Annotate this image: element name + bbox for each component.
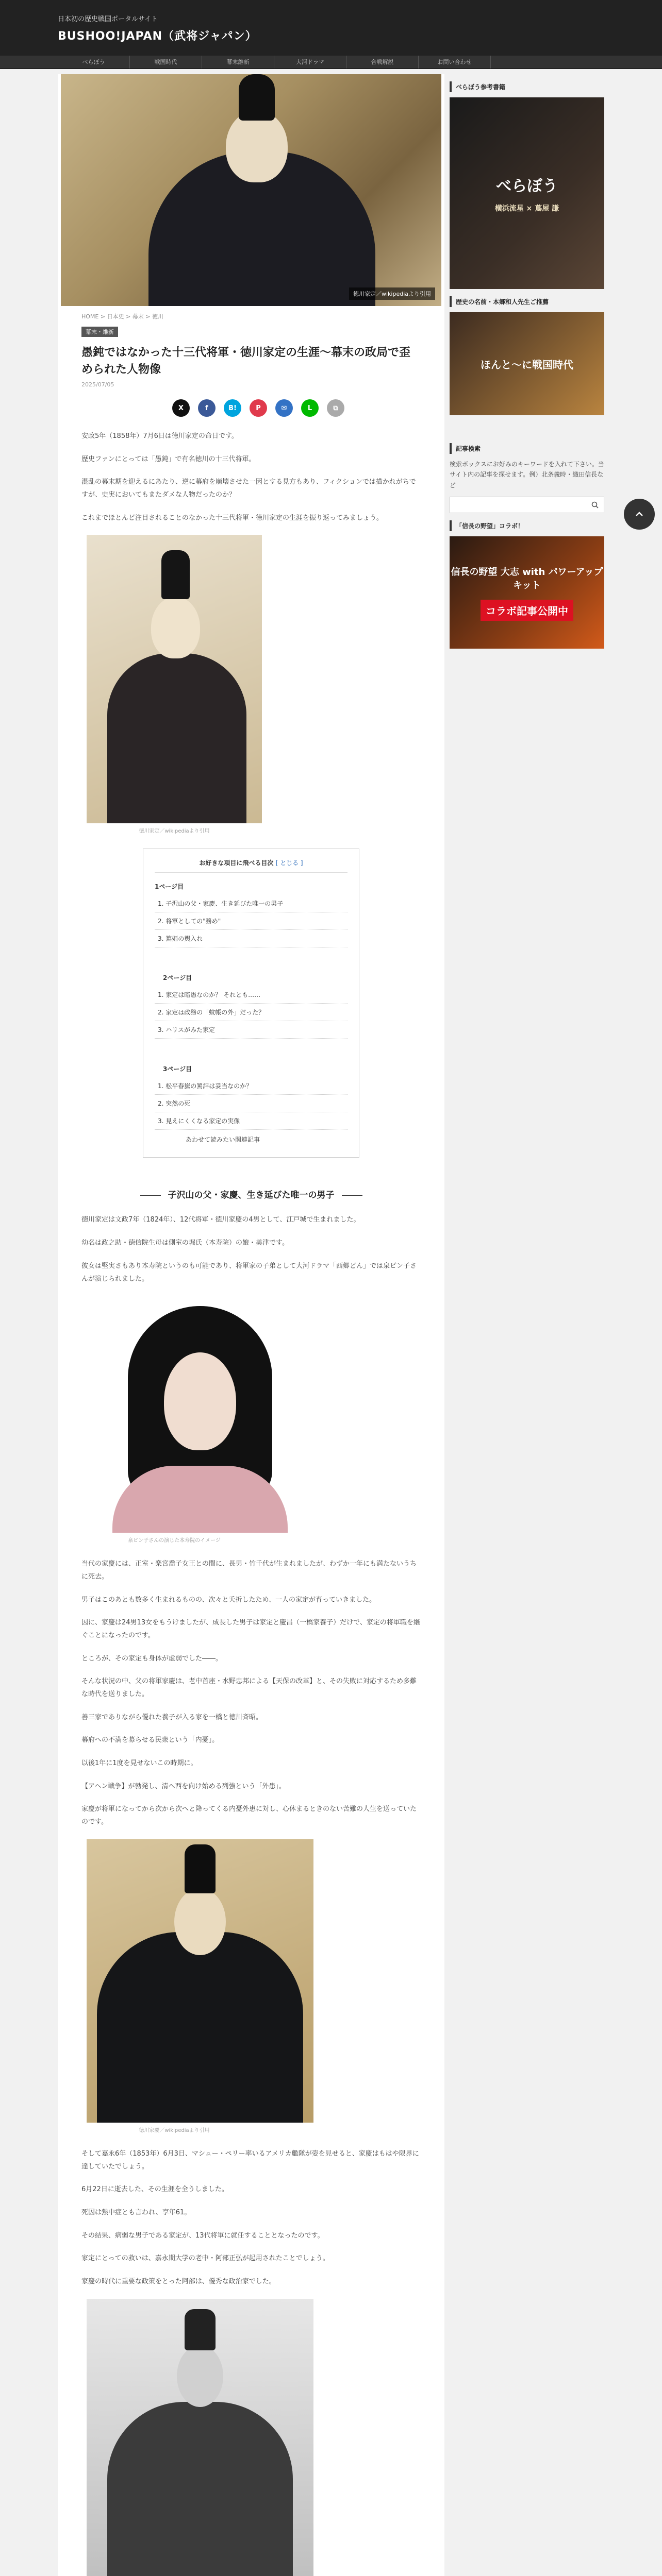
nav-item[interactable]: お問い合わせ [419,56,491,69]
widget-title: 記事検索 [450,443,604,454]
copy-link-button[interactable]: ⧉ [327,399,344,417]
paragraph: 6月22日に逝去した、その生涯を全うしました。 [81,2185,228,2194]
nav-item[interactable]: 合戦解説 [346,56,419,69]
toc-page-label[interactable]: 2ページ目 [163,974,192,982]
paragraph: そんな状況の中、父の将軍家慶は、老中首座・水野忠邦による【天保の改革】と、その失敗に対応するため多難な時代を送りました。 [81,1677,417,1698]
paragraph: これまでほとんど注目されることのなかった十三代将軍・徳川家定の生涯を振り返ってみましょう。 [81,514,384,522]
share-pocket-button[interactable]: P [250,399,267,417]
toc-header: お好きな項目に飛べる目次 [ とじる ] [155,858,347,873]
toc-item[interactable]: 2. 将軍としての"務め" [155,912,347,930]
paragraph: 家定にとっての救いは、嘉永期大学の老中・阿部正弘が起用されたことでしょう。 [81,2255,329,2263]
toc-item[interactable]: 1. 松平春嶽の罵評は妥当なのか？ [155,1077,347,1095]
toc-related-link[interactable]: あわせて読みたい関連記事 [186,1136,260,1144]
search-description: 検索ボックスにお好みのキーワードを入れて下さい。当サイト内の記事を探せます。例）北条義時・織田信長など [450,461,604,489]
nav-item[interactable]: 大河ドラマ [274,56,346,69]
paragraph: 【アヘン戦争】が勃発し、清へ西を向け始める列強という「外患」。 [81,1782,286,1790]
toc-item[interactable]: 2. 突然の死 [155,1095,347,1112]
site-tagline: 日本初の歴史戦国ポータルサイト [58,15,158,23]
illustration-image [87,1296,313,1533]
share-facebook-button[interactable]: f [198,399,216,417]
breadcrumb[interactable]: HOME > 日本史 > 幕末 > 徳川 [81,313,163,320]
portrait-image [87,535,262,823]
site-header [0,0,662,56]
paragraph: ところが、その家定も身体が虚弱でした――。 [81,1654,223,1663]
paragraph: 歴史ファンにとっては「愚鈍」で有名徳川の十三代将軍。 [81,455,256,463]
book-banner[interactable]: ほんと～に戦国時代 [450,312,604,415]
toc-item[interactable]: 2. 家定は政務の「蚊帳の外」だった？ [155,1004,347,1021]
paragraph: 当代の家慶には、正室・楽宮喬子女王との間に、長男・竹千代が生まれましたが、わずか一年にも満たないうちに死去。 [81,1560,417,1581]
article-main [58,74,444,2576]
share-hatena-button[interactable]: B! [224,399,241,417]
toc-toggle-link[interactable]: [ とじる ] [275,859,303,867]
eyecatch-image [61,74,441,306]
toc-item[interactable]: 3. ハリスがみた家定 [155,1021,347,1039]
chevron-up-icon [634,509,645,520]
toc-item[interactable]: 3. 見えにくくなる家定の実像 [155,1112,347,1130]
paragraph: 家慶が将軍になってから次から次へと降ってくる内憂外患に対し、心休まるときのない苦難の人生を送っていたのです。 [81,1805,417,1826]
paragraph: 混乱の幕末期を迎えるにあたり、逆に幕府を崩壊させた一因とする見方もあり、フィクションでは描かれがちですが、史実においてもまたダメな人物だったのか？ [81,478,416,499]
paragraph: 幼名は政之助・徳信院生母は側室の堀氏（本寿院）の娘・美津です。 [81,1239,289,1247]
book-banner[interactable]: べらぼう 横浜流星 × 蔦屋 謙 [450,97,604,289]
toc-item[interactable]: 1. 家定は暗愚なのか？ それとも…… [155,986,347,1004]
nav-item[interactable]: べらぼう [58,56,130,69]
toc-page-label[interactable]: 3ページ目 [163,1065,192,1073]
category-badge[interactable]: 幕末・維新 [81,327,118,337]
paragraph: 家慶の時代に重要な政策をとった阿部は、優秀な政治家でした。 [81,2277,276,2285]
widget-title: 歴史の名前・本郷和人先生ご推薦 [450,296,604,307]
paragraph: 因に、家慶は24男13女をもうけましたが、成長した男子は家定と慶昌（一橋家養子）だけで、家定の将軍職を継ぐことになったのです。 [81,1619,420,1639]
back-to-top-button[interactable] [624,499,655,530]
article-title: 愚鈍ではなかった十三代将軍・徳川家定の生涯～幕末の政局で歪められた人物像 [81,346,411,376]
collab-banner[interactable]: 信長の野望 大志 with パワーアップキット コラボ記事公開中 [450,536,604,649]
paragraph: 以後1年に1度を見せないこの時期に。 [81,1759,197,1768]
share-mail-button[interactable]: ✉ [275,399,293,417]
image-caption: 徳川家定／wikipediaより引用 [139,828,210,835]
paragraph: その結果、病弱な男子である家定が、13代将軍に就任することとなったのです。 [81,2231,324,2240]
paragraph: 善三家でありながら優れた養子が入る家を一橋と徳川斉昭。 [81,1713,263,1721]
widget-title: べらぼう参考書籍 [450,81,604,92]
global-nav [0,56,662,69]
widget-title: 「信長の野望」コラボ！ [450,520,604,531]
paragraph: 彼女は堅実さもあり本寿院というのも可能であり、将軍家の子弟として大河ドラマ「西郷どん」では泉ピン子さんが演じられました。 [81,1262,417,1283]
search-icon[interactable] [591,501,599,509]
share-buttons [61,399,441,417]
nav-item[interactable]: 幕末維新 [202,56,274,69]
share-x-button[interactable]: X [172,399,190,417]
image-caption: 徳川家慶／wikipediaより引用 [139,2127,210,2133]
paragraph: 男子はこのあとも数多く生まれるものの、次々と夭折したため、一人の家定が育っていきました。 [81,1596,376,1604]
publish-date: 2025/07/05 [81,381,114,388]
toc-item[interactable]: 3. 篤姫の輿入れ [155,930,347,947]
paragraph: 幕府への不満を募らせる民衆という「内憂」。 [81,1736,219,1744]
paragraph: 死因は熱中症とも言われ、享年61。 [81,2208,191,2216]
paragraph: 安政5年（1858年）7月6日は徳川家定の命日です。 [81,432,238,440]
search-input[interactable] [450,497,604,513]
paragraph: そして嘉永6年（1853年）6月3日、マシュー・ペリー率いるアメリカ艦隊が姿を見せると、家慶はもはや限界に達していたでしょう。 [81,2149,419,2171]
section-heading: 子沢山の父・家慶、生き延びた唯一の男子 [81,1188,421,1200]
share-line-button[interactable]: L [301,399,319,417]
table-of-contents [143,849,359,1158]
sidebar [450,74,604,649]
photo-image [87,2299,313,2576]
nav-item[interactable]: 戦国時代 [130,56,202,69]
portrait-image [87,1839,313,2123]
toc-item[interactable]: 1. 子沢山の父・家慶、生き延びた唯一の男子 [155,895,347,912]
toc-page-label[interactable]: 1ページ目 [155,883,184,891]
image-caption: 泉ピン子さんの演じた本寿院のイメージ [128,1538,221,1544]
paragraph: 徳川家定は文政7年（1824年）、12代将軍・徳川家慶の4男として、江戸城で生まれました。 [81,1216,360,1224]
site-logo[interactable]: BUSHOO!JAPAN（武将ジャパン） [58,30,257,43]
image-credit: 徳川家定／wikipediaより引用 [349,287,435,300]
